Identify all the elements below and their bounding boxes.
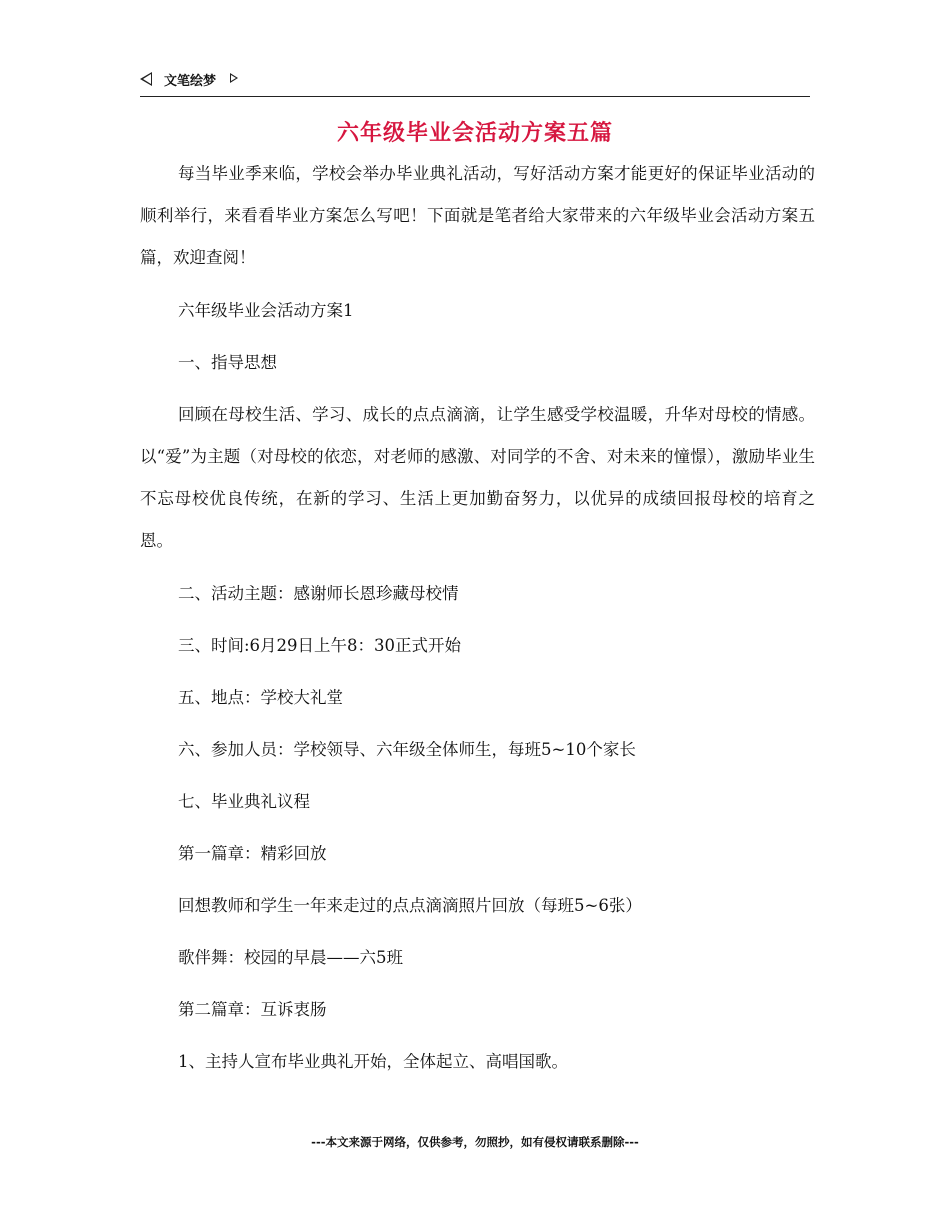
footer-disclaimer: ---本文来源于网络，仅供参考，勿照抄，如有侵权请联系删除--- — [311, 1135, 639, 1149]
header-brand: 文笔绘梦 — [164, 74, 217, 89]
plan-heading: 六年级毕业会活动方案1 — [178, 301, 354, 320]
intro-paragraph: 每当毕业季来临，学校会举办毕业典礼活动，写好活动方案才能更好的保证毕业活动的顺利举行，来看看毕业方案怎么写吧！下面就是笔者给大家带来的六年级毕业会活动方案五篇，欢迎查阅！ — [140, 164, 815, 267]
triangle-right-icon — [230, 73, 238, 83]
chapter-two-item-1: 1、主持人宣布毕业典礼开始，全体起立、高唱国歌。 — [178, 1052, 568, 1071]
section-location: 五、地点：学校大礼堂 — [178, 688, 343, 707]
chapter-one-item-dance: 歌伴舞：校园的早晨——六5班 — [178, 948, 403, 967]
chapter-one-item-photos: 回想教师和学生一年来走过的点点滴滴照片回放（每班5~6张） — [178, 896, 642, 915]
chapter-two-heading: 第二篇章：互诉衷肠 — [178, 1000, 327, 1019]
document-body — [140, 153, 815, 1088]
document-title: 六年级毕业会活动方案五篇 — [336, 121, 613, 146]
section-time: 三、时间:6月29日上午8：30正式开始 — [178, 636, 462, 655]
section-agenda: 七、毕业典礼议程 — [178, 792, 310, 811]
guiding-thought-paragraph: 回顾在母校生活、学习、成长的点点滴滴，让学生感受学校温暖，升华对母校的情感。以“爱”为主题（对母校的依恋，对老师的感激、对同学的不舍、对未来的憧憬），激励毕业生不忘母校优良传统，在新的学习、生活上更加勤奋努力，以优异的成绩回报母校的培育之恩。 — [140, 405, 815, 550]
section-heading-guiding-thought: 一、指导思想 — [178, 353, 277, 372]
chapter-one-heading: 第一篇章：精彩回放 — [178, 844, 327, 863]
page-header — [140, 72, 810, 97]
section-participants: 六、参加人员：学校领导、六年级全体师生，每班5~10个家长 — [178, 740, 636, 759]
triangle-left-icon — [140, 72, 152, 86]
section-theme: 二、活动主题：感谢师长恩珍藏母校情 — [178, 584, 459, 603]
